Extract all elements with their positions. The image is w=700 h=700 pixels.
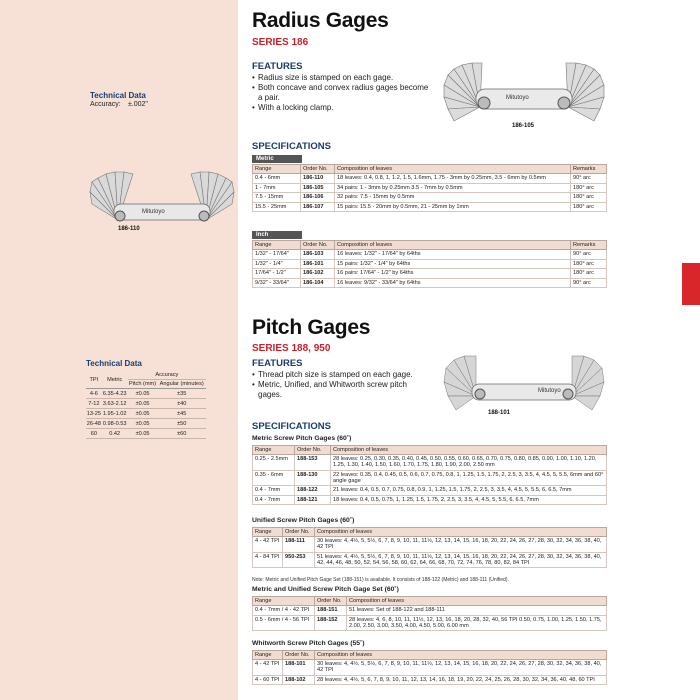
table-row: 13-25 1.95-1.02 ±0.05 ±45 [86,409,206,419]
technical-data-table [86,371,206,439]
cell-order-no: 186-101 [301,259,335,269]
table-row: 7-12 3.63-2.12 ±0.05 ±40 [86,399,206,409]
table-row [253,259,607,269]
col-header: Composition of leaves [315,528,607,537]
feature-item: • Metric, Unified, and Whitworth screw pitch gages. [252,380,422,400]
metric-tab-label: Metric [252,155,302,163]
unified-pitch-heading: Unified Screw Pitch Gages (60˚) [252,517,355,524]
cell-composition: 18 leaves: 0.4, 0.8, 1, 1.2, 1.5, 1.6mm, 1.75 - 3mm by 0.25mm, 3.5 - 6mm by 0.5mm [335,174,571,184]
col-header: Remarks [571,165,607,174]
col-header: Angular (minutes) [157,380,206,389]
table-row: 4 - 60 TPI 188-102 28 leaves: 4, 4½, 5, 6, 7, 8, 9, 10, 11, 12, 13, 14, 16, 18, 19, 20, 22, 24, 25, 26, 28, 30, 32, 34, 36, 40, 48, 60 TPI [253,675,607,685]
cell-remarks: 180° arc [571,259,607,269]
technical-data-title: Technical Data [86,359,142,368]
col-header: Range [253,528,283,537]
pitch-gage-drawing [442,352,606,430]
table-header-row [253,597,607,606]
cell-range: 7.5 - 15mm [253,193,301,203]
cell-range: 1/32" - 1/4" [253,259,301,269]
specifications-heading-pitch: SPECIFICATIONS [252,421,331,432]
table-row: 0.4 - 7mm 188-122 21 leaves: 0.4, 0.5, 0.7, 0.75, 0.8, 0.9, 1, 1.25, 1.5, 1.75, 2, 2.5, 3, 3.5, 4, 4.5, 5, 5.5, 6, 6.5, 7mm [253,486,607,496]
table-header-row [253,165,607,174]
series-label-radius: SERIES 186 [252,37,309,48]
table-row: 0.35 - 6mm 188-130 22 leaves: 0.35, 0.4, 0.45, 0.5, 0.6, 0.7, 0.75, 0.8, 1, 1.25, 1.5, 1.75, 2, 2.5, 3, 3.5, 4, 4.5, 5, 5.5, 6mm and 60° angle gage [253,470,607,486]
whitworth-pitch-heading: Whitworth Screw Pitch Gages (55˚) [252,640,365,647]
col-header: Range [253,446,295,455]
cell-remarks: 180° arc [571,193,607,203]
image-caption: 186-105 [512,123,535,129]
specifications-heading-radius: SPECIFICATIONS [252,141,331,152]
table-row [253,183,607,193]
metric-unified-heading: Metric and Unified Screw Pitch Gage Set (60˚) [252,586,399,593]
table-row: 0.4 - 7mm / 4 - 42 TPI 188-151 51 leaves: Set of 188-122 and 188-111 [253,606,607,616]
section-tab-marker [682,263,700,305]
table-row [253,202,607,212]
brand-logo: Mitutoyo [506,95,529,101]
cell-composition: 32 pairs: 7.5 - 15mm by 0.5mm [335,193,571,203]
inch-tab-label: Inch [252,231,302,239]
metric-pitch-table [252,445,607,505]
feature-item: • With a locking clamp. [252,103,430,113]
whitworth-pitch-table [252,650,607,685]
radius-inch-table [252,240,607,288]
features-list-radius [252,73,430,113]
cell-composition: 15 pairs: 15.5 - 20mm by 0.5mm, 21 - 25mm by 1mm [335,202,571,212]
features-heading-radius: FEATURES [252,61,303,72]
pitch-gage-image-188-101 [442,352,606,430]
metric-pitch-heading: Metric Screw Pitch Gages (60˚) [252,435,352,442]
cell-range: 15.5 - 25mm [253,202,301,212]
cell-remarks: 180° arc [571,202,607,212]
cell-remarks: 90° arc [571,278,607,288]
radius-gage-drawing [88,160,236,240]
cell-range: 17/64" - 1/2" [253,269,301,279]
table-row: 60 0.42 ±0.05 ±60 [86,429,206,439]
technical-data-radius [90,91,148,108]
feature-item: • Both concave and convex radius gages become a pair. [252,83,430,103]
feature-item: • Radius size is stamped on each gage. [252,73,430,83]
table-header-row [253,651,607,660]
accuracy-value: ±.002" [127,101,148,108]
features-heading-pitch: FEATURES [252,358,303,369]
cell-remarks: 90° arc [571,250,607,260]
cell-remarks: 90° arc [571,174,607,184]
col-header: Remarks [571,241,607,250]
cell-order-no: 186-105 [301,183,335,193]
cell-composition: 16 pairs: 17/64" - 1/2" by 64ths [335,269,571,279]
cell-order-no: 186-107 [301,202,335,212]
feature-item: • Thread pitch size is stamped on each gage. [252,370,422,380]
table-row: 26-48 0.98-0.53 ±0.05 ±50 [86,419,206,429]
cell-range: 1 - 7mm [253,183,301,193]
col-header: Order No. [283,528,315,537]
col-header: Metric [102,371,128,389]
table-row [253,174,607,184]
brand-logo: Mitutoyo [142,209,165,215]
accuracy-label: Accuracy: [90,101,121,108]
col-header: Pitch (mm) [129,381,157,387]
cell-order-no: 186-106 [301,193,335,203]
col-header: Composition of leaves [331,446,607,455]
page-title-pitch: Pitch Gages [252,316,371,339]
col-header: Accuracy [128,371,206,380]
table-row: 0.4 - 7mm 188-121 18 leaves: 0.4, 0.5, 0.75, 1, 1.25, 1.5, 1.75, 2, 2.5, 3, 3.5, 4, 4.5, 5, 5.5, 6, 6.5, 7mm [253,495,607,505]
col-header: Composition of leaves [315,651,607,660]
table-row: 4 - 42 TPI 188-101 30 leaves: 4, 4½, 5, 5½, 6, 7, 8, 9, 10, 11, 11½, 12, 13, 14, 15, 16, 18, 20, 22, 24, 26, 27, 28, 30, 32, 34, 36, 38, 40, 42 TPI [253,660,607,676]
table-row [253,278,607,288]
cell-order-no: 186-104 [301,278,335,288]
cell-composition: 16 leaves: 1/32" - 17/64" by 64ths [335,250,571,260]
cell-composition: 34 pairs: 1 - 3mm by 0.25mm 3.5 - 7mm by 0.5mm [335,183,571,193]
cell-order-no: 186-102 [301,269,335,279]
col-header: Order No. [283,651,315,660]
col-header: Order No. [315,597,347,606]
col-header: Order No. [295,446,331,455]
series-label-pitch: SERIES 188, 950 [252,343,331,354]
col-header: Range [253,241,301,250]
table-row [253,250,607,260]
col-header: Range [253,651,283,660]
radius-metric-table [252,164,607,212]
cell-range: 1/32" - 17/64" [253,250,301,260]
col-header: Composition of leaves [335,165,571,174]
cell-composition: 15 pairs: 1/32" - 1/4" by 64ths [335,259,571,269]
col-header: TPI [86,371,102,389]
cell-composition: 16 leaves: 9/32" - 33/64" by 64ths [335,278,571,288]
cell-order-no: 186-110 [301,174,335,184]
metric-unified-table [252,596,607,631]
col-header: Composition of leaves [335,241,571,250]
table-row: 0.5 - 6mm / 4 - 56 TPI 188-152 28 leaves: 4, 6, 8, 10, 11, 11½, 12, 13, 16, 18, 20, 28, 32, 40, 56 TPI 0.50, 0.75, 1.00, 1.25, 1.50, 1.75, 2.00, 2.50, 3.00, 3.50, 4.00, 4.50, 5.00, 6.00 mm [253,615,607,631]
brand-logo: Mitutoyo [538,388,561,394]
col-header: Range [253,597,315,606]
cell-order-no: 186-103 [301,250,335,260]
note-text: Note: Metric and Unified Pitch Gage Set (188-151) is available. It consists of 188-122 (Metric) and 188-111 (Unified). [252,577,509,583]
col-header: Composition of leaves [347,597,607,606]
cell-range: 0.4 - 6mm [253,174,301,184]
technical-data-pitch [86,359,206,439]
table-row: 4-6 6.35-4.23 ±0.05 ±35 [86,389,206,399]
features-list-pitch [252,370,422,400]
table-row [253,269,607,279]
table-header-row [253,528,607,537]
col-header: Order No. [301,165,335,174]
cell-remarks: 180° arc [571,269,607,279]
table-row [253,193,607,203]
table-row: 0.25 - 2.5mm 188-153 28 leaves: 0.25, 0.30, 0.35, 0.40, 0.45, 0.50, 0.55, 0.60, 0.65, 0.70, 0.75, 0.80, 0.85, 0.90, 1.00, 1.10, 1.20, 1.25, 1.30, 1.40, 1.50, 1.60, 1.70, 1.75, 1.80, 1.90, 2.00, 2.50 mm [253,455,607,471]
radius-gage-image-186-105 [440,45,608,140]
unified-pitch-table [252,527,607,568]
technical-data-title: Technical Data [90,91,146,100]
table-header-row [253,446,607,455]
table-row: 4 - 84 TPI 950-253 51 leaves: 4, 4½, 5, 5½, 6, 7, 8, 9, 10, 11, 11½, 12, 13, 14, 15, 16, 18, 20, 22, 24, 26, 27, 28, 30, 32, 34, 36, 38, 40, 42, 44, 46, 48, 50, 52, 54, 56, 58, 60, 62, 64, 66, 68, 70, 72, 74, 76, 78, 80, 82, 84 TPI [253,552,607,568]
page-title-radius: Radius Gages [252,9,389,32]
col-header: Range [253,165,301,174]
col-header: Order No. [301,241,335,250]
image-caption: 188-101 [488,410,511,416]
radius-gage-image-186-110 [88,160,236,240]
cell-remarks: 180° arc [571,183,607,193]
image-caption: 186-110 [118,226,140,232]
table-row: 4 - 42 TPI 188-111 30 leaves: 4, 4½, 5, 5½, 6, 7, 8, 9, 10, 11, 11½, 12, 13, 14, 15, 16, 18, 20, 22, 24, 26, 27, 28, 30, 32, 34, 36, 38, 40, 42 TPI [253,537,607,553]
table-header-row [253,241,607,250]
cell-range: 9/32" - 33/64" [253,278,301,288]
